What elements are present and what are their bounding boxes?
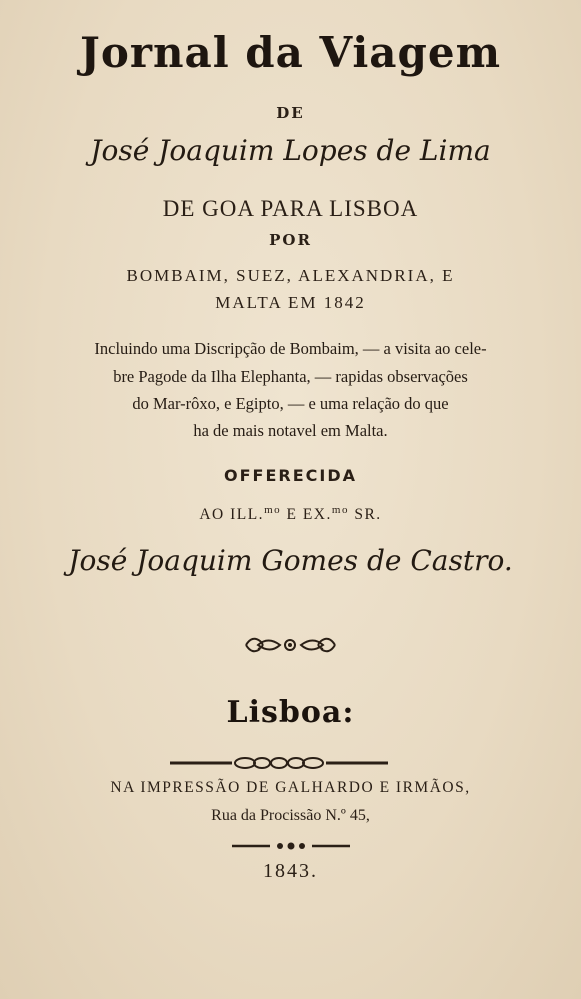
dedicatee-name: José Joaquim Gomes de Castro. <box>68 544 513 577</box>
description-line-1: Incluindo uma Discripção de Bombaim, — a visita ao cele- <box>94 339 487 358</box>
small-rule-ornament-icon <box>0 840 581 852</box>
rule-ornament-icon <box>0 755 581 771</box>
author-name: José Joaquim Lopes de Lima <box>90 134 491 167</box>
dedication-sup1: mo <box>264 504 282 516</box>
offered-label: OFFERECIDA <box>224 466 357 485</box>
place-of-publication: Lisboa: <box>226 695 355 730</box>
route-places-line1: BOMBAIM, SUEZ, ALEXANDRIA, E <box>126 266 455 285</box>
description-line-2: bre Pagode da Ilha Elephanta, — rapidas observações <box>113 367 468 386</box>
de-label: DE <box>276 104 305 122</box>
description-line-4: ha de mais notavel em Malta. <box>193 421 388 440</box>
book-title: Jornal da Viagem <box>79 28 502 77</box>
publication-year: 1843. <box>263 860 318 882</box>
printer-line: NA IMPRESSÃO DE GALHARDO E IRMÃOS, <box>110 779 471 796</box>
por-label: POR <box>269 231 312 249</box>
description-line-3: do Mar-rôxo, e Egipto, — e uma relação do que <box>132 394 449 413</box>
dedication-line <box>0 504 581 524</box>
address-line: Rua da Procissão N.º 45, <box>211 807 370 824</box>
route-places-line2: MALTA EM 1842 <box>215 293 366 312</box>
fleuron-ornament-icon <box>0 632 581 658</box>
dedication-suffix: SR. <box>348 506 382 524</box>
dedication-mid: E EX. <box>281 506 332 524</box>
dedication-sup2: mo <box>331 504 349 516</box>
dedication-prefix: AO ILL. <box>199 506 265 524</box>
route-heading: DE GOA PARA LISBOA <box>162 196 419 221</box>
